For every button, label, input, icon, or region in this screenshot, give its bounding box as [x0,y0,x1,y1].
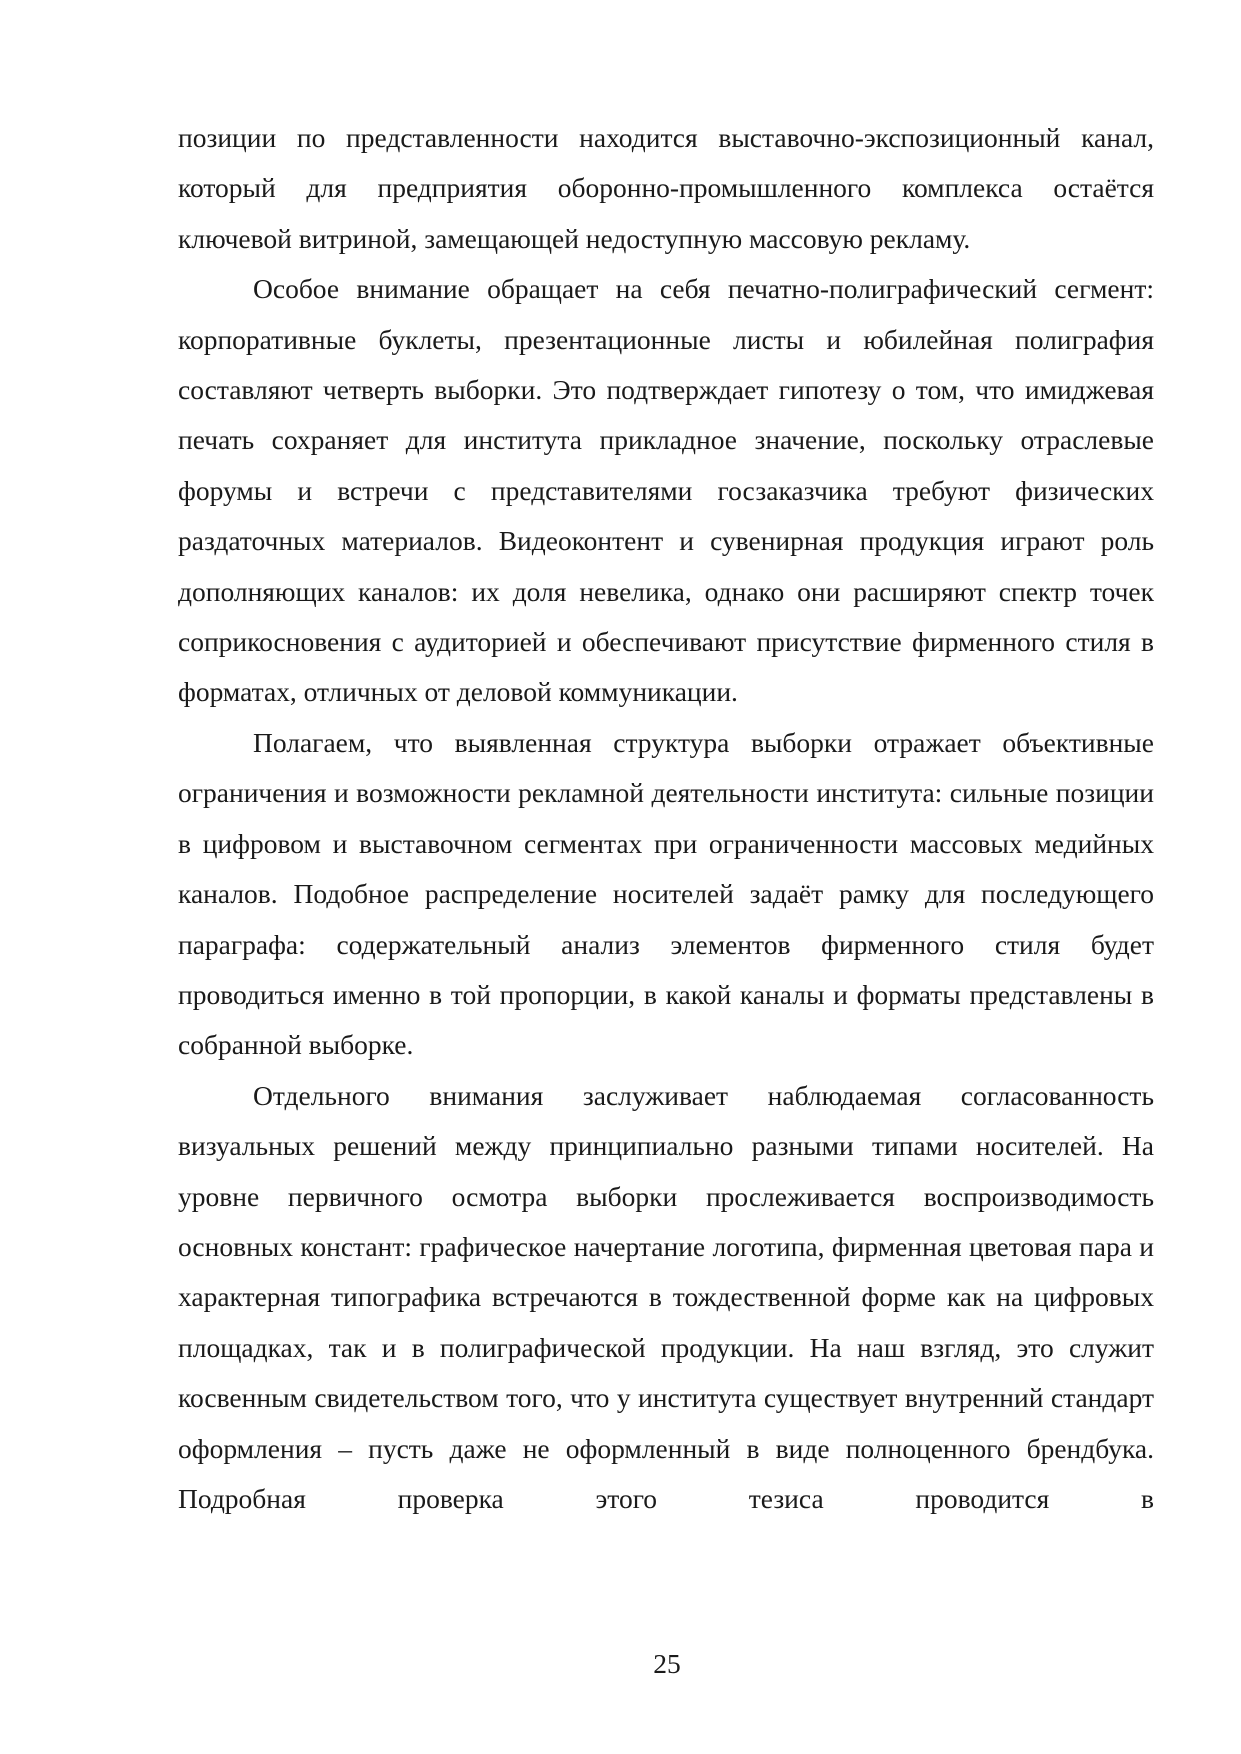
paragraph-continued: позиции по представленности находится выставочно-экспозиционный канал, который для предприятия оборонно-промышленного комплекса остаётся ключевой витриной, замещающей недоступную массовую рекламу. [178,122,1154,254]
paragraph-continues: Отдельного внимания заслуживает наблюдаемая согласованность визуальных решений между принципиально разными типами носителей. На уровне первичного осмотра выборки прослеживается воспроизводимость основных констант: графическое начертание логотипа, фирменная цветовая пара и характерная типографика встречаются в тождественной форме как на цифровых площадках, так и в полиграфической продукции. На наш взгляд, это служит косвенным свидетельством того, что у института существует внутренний стандарт оформления – пусть даже не оформленный в виде полноценного брендбука. Подробная проверка этого тезиса проводится в [178,1079,1154,1514]
page-number: 25 [653,1648,681,1679]
body-text [178,113,1154,1524]
paragraph: Особое внимание обращает на себя печатно-полиграфический сегмент: корпоративные буклеты, презентационные листы и юбилейная полиграфия составляют четверть выборки. Это подтверждает гипотезу о том, что имиджевая печать сохраняет для института прикладное значение, поскольку отраслевые форумы и встречи с представителями госзаказчика требуют физических раздаточных материалов. Видеоконтент и сувенирная продукция играют роль дополняющих каналов: их доля невелика, однако они расширяют спектр точек соприкосновения с аудиторией и обеспечивают присутствие фирменного стиля в форматах, отличных от деловой коммуникации. [178,273,1154,708]
paragraph: Полагаем, что выявленная структура выборки отражает объективные ограничения и возможности рекламной деятельности института: сильные позиции в цифровом и выставочном сегментах при ограниченности массовых медийных каналов. Подобное распределение носителей задаёт рамку для последующего параграфа: содержательный анализ элементов фирменного стиля будет проводиться именно в той пропорции, в какой каналы и форматы представлены в собранной выборке. [178,726,1154,1061]
